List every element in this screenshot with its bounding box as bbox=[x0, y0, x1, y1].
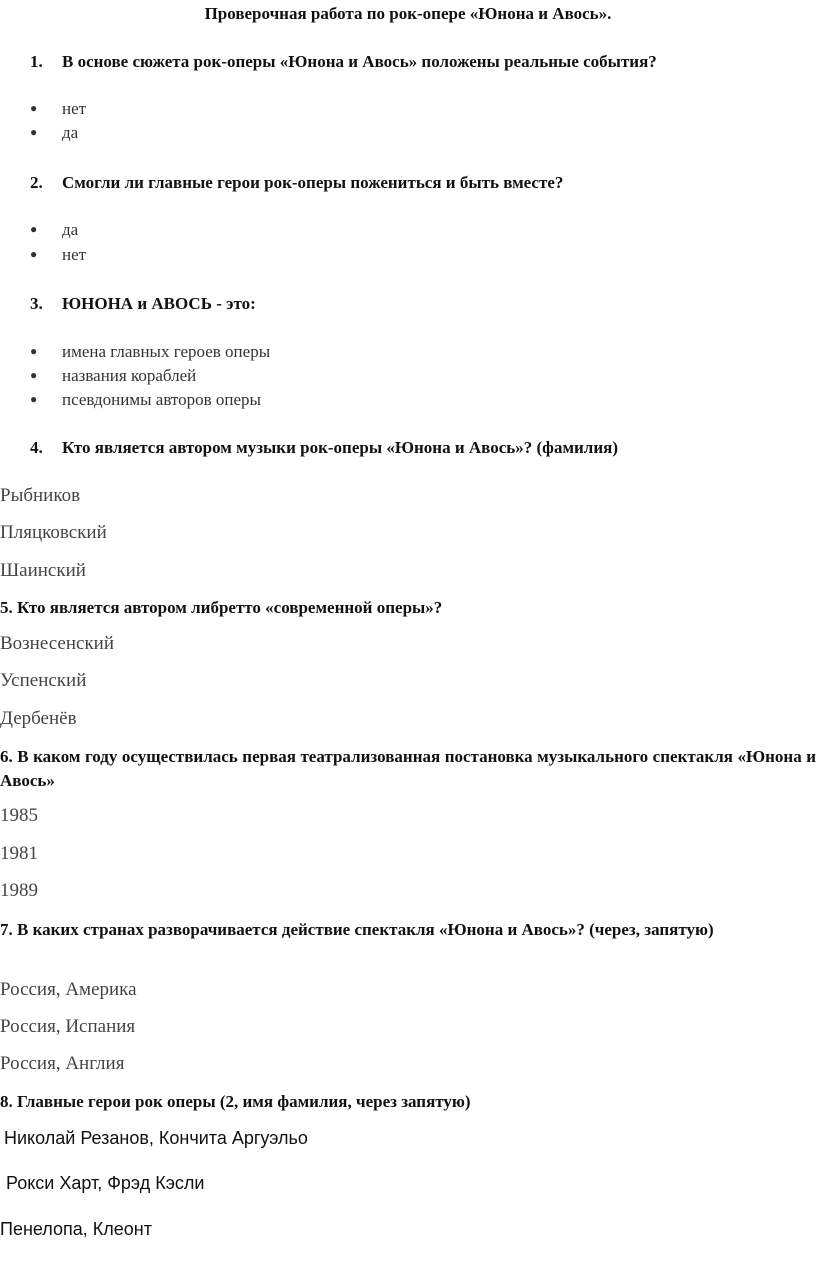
question-4: 4. Кто является автором музыки рок-оперы «Юнона и Авось»? (фамилия) bbox=[30, 438, 619, 457]
answer-5-1[interactable]: Вознесенский bbox=[0, 633, 115, 654]
question-8: 8. Главные герои рок оперы (2, имя фамилия, через запятую) bbox=[0, 1092, 471, 1111]
answer-7-1[interactable]: Россия, Америка bbox=[0, 979, 137, 1000]
option-2-1[interactable]: ● да bbox=[30, 220, 79, 239]
answer-5-2[interactable]: Успенский bbox=[0, 670, 87, 691]
bullet-icon: ● bbox=[30, 125, 38, 139]
answer-6-1[interactable]: 1985 bbox=[0, 805, 38, 826]
question-3: 3. ЮНОНА и АВОСЬ - это: bbox=[30, 294, 256, 313]
option-3-2[interactable]: ● названия кораблей bbox=[30, 366, 197, 385]
bullet-icon: ● bbox=[30, 368, 38, 382]
bullet-icon: ● bbox=[30, 344, 38, 358]
answer-7-2[interactable]: Россия, Испания bbox=[0, 1016, 136, 1037]
answer-8-1[interactable]: Николай Резанов, Кончита Аргуэльо bbox=[4, 1128, 308, 1148]
question-7: 7. В каких странах разворачивается действие спектакля «Юнона и Авось»? (через, запятую) bbox=[0, 920, 714, 939]
answer-8-3[interactable]: Пенелопа, Клеонт bbox=[0, 1219, 152, 1239]
answer-6-2[interactable]: 1981 bbox=[0, 843, 38, 864]
answer-6-3[interactable]: 1989 bbox=[0, 880, 38, 901]
option-3-1[interactable]: ● имена главных героев оперы bbox=[30, 342, 271, 361]
answer-7-3[interactable]: Россия, Англия bbox=[0, 1053, 125, 1074]
option-3-3[interactable]: ● псевдонимы авторов оперы bbox=[30, 390, 261, 409]
bullet-icon: ● bbox=[30, 247, 38, 261]
answer-4-3[interactable]: Шаинский bbox=[0, 560, 86, 581]
answer-4-2[interactable]: Пляцковский bbox=[0, 522, 107, 543]
question-5: 5. Кто является автором либретто «современной оперы»? bbox=[0, 598, 443, 617]
answer-8-2[interactable]: Рокси Харт, Фрэд Кэсли bbox=[6, 1173, 205, 1193]
answer-4-1[interactable]: Рыбников bbox=[0, 485, 81, 506]
page-title: Проверочная работа по рок-опере «Юнона и Авось». bbox=[204, 4, 612, 23]
question-6: 6. В каком году осуществилась первая театрализованная постановка музыкального спектакля «Юнона и Авось» bbox=[0, 747, 816, 790]
option-1-1[interactable]: ● нет bbox=[30, 99, 87, 118]
question-2: 2. Смогли ли главные герои рок-оперы пожениться и быть вместе? bbox=[30, 173, 564, 192]
bullet-icon: ● bbox=[30, 101, 38, 115]
question-1: 1. В основе сюжета рок-оперы «Юнона и Авось» положены реальные события? bbox=[30, 52, 657, 71]
option-2-2[interactable]: ● нет bbox=[30, 245, 87, 264]
bullet-icon: ● bbox=[30, 392, 38, 406]
option-1-2[interactable]: ● да bbox=[30, 123, 79, 142]
answer-5-3[interactable]: Дербенёв bbox=[0, 708, 77, 729]
bullet-icon: ● bbox=[30, 222, 38, 236]
